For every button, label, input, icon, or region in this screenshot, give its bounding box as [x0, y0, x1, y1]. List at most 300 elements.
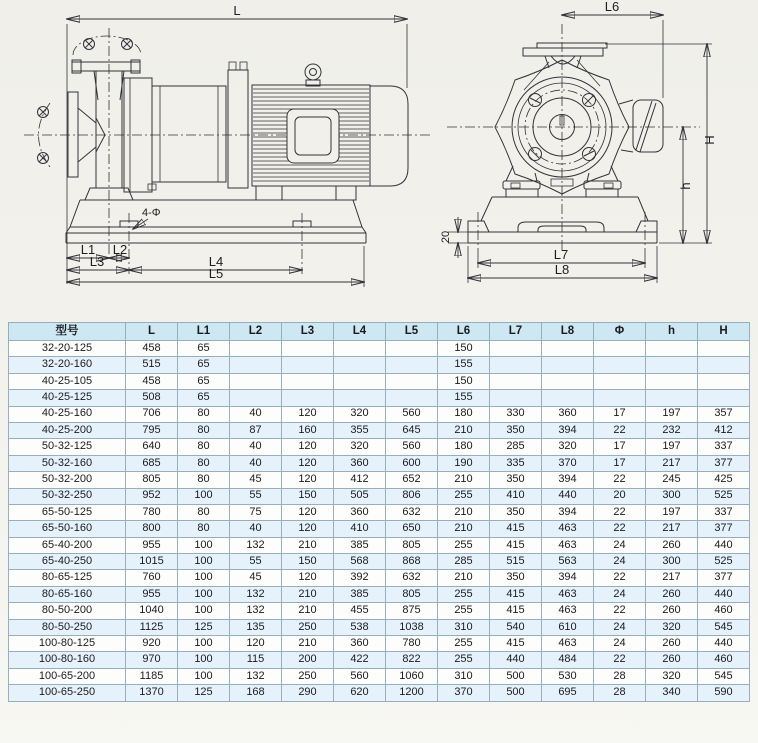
- value-cell: 100: [178, 636, 230, 652]
- value-cell: 155: [438, 390, 490, 406]
- value-cell: 255: [438, 488, 490, 504]
- value-cell: 425: [698, 472, 750, 488]
- column-header: 型号: [9, 323, 126, 341]
- table-row: [9, 652, 750, 668]
- value-cell: 1185: [126, 668, 178, 684]
- value-cell: 210: [282, 603, 334, 619]
- value-cell: 463: [542, 636, 594, 652]
- value-cell: 920: [126, 636, 178, 652]
- value-cell: 100: [178, 537, 230, 553]
- value-cell: 245: [646, 472, 698, 488]
- table-row: [9, 554, 750, 570]
- value-cell: 460: [698, 603, 750, 619]
- column-header: L4: [334, 323, 386, 341]
- value-cell: 260: [646, 636, 698, 652]
- value-cell: 415: [490, 636, 542, 652]
- value-cell: 320: [542, 439, 594, 455]
- flange-bolt-icon: [122, 39, 133, 50]
- value-cell: 500: [490, 685, 542, 701]
- value-cell: 422: [334, 652, 386, 668]
- flange-bolt-icon: [84, 39, 95, 50]
- dim-label-l4: L4: [208, 254, 224, 269]
- value-cell: 255: [438, 652, 490, 668]
- table-row: [9, 636, 750, 652]
- value-cell: 255: [438, 586, 490, 602]
- value-cell: 260: [646, 537, 698, 553]
- value-cell: 415: [490, 537, 542, 553]
- value-cell: 440: [490, 652, 542, 668]
- column-header: L1: [178, 323, 230, 341]
- value-cell: 260: [646, 603, 698, 619]
- value-cell: 795: [126, 422, 178, 438]
- table-row: [9, 455, 750, 471]
- value-cell: 952: [126, 488, 178, 504]
- value-cell: 232: [646, 422, 698, 438]
- value-cell: 120: [282, 570, 334, 586]
- value-cell: 210: [282, 537, 334, 553]
- value-cell: 640: [126, 439, 178, 455]
- value-cell: 632: [386, 504, 438, 520]
- table-row: [9, 570, 750, 586]
- table-header-row: [9, 323, 750, 341]
- lifting-eye-icon: [305, 64, 321, 80]
- table-row: [9, 586, 750, 602]
- value-cell: [646, 357, 698, 373]
- value-cell: 100: [178, 554, 230, 570]
- model-cell: 80-65-160: [9, 586, 126, 602]
- value-cell: [334, 390, 386, 406]
- value-cell: [282, 341, 334, 357]
- value-cell: 568: [334, 554, 386, 570]
- value-cell: 17: [594, 406, 646, 422]
- value-cell: 120: [282, 439, 334, 455]
- value-cell: 410: [334, 521, 386, 537]
- value-cell: 385: [334, 537, 386, 553]
- value-cell: 335: [490, 455, 542, 471]
- table-row: [9, 422, 750, 438]
- value-cell: 525: [698, 554, 750, 570]
- value-cell: 100: [178, 488, 230, 504]
- value-cell: 80: [178, 472, 230, 488]
- value-cell: 590: [698, 685, 750, 701]
- value-cell: 652: [386, 472, 438, 488]
- value-cell: 100: [178, 668, 230, 684]
- table-row: [9, 373, 750, 389]
- value-cell: [490, 390, 542, 406]
- value-cell: 440: [698, 586, 750, 602]
- end-view: [440, 0, 717, 283]
- column-header: Φ: [594, 323, 646, 341]
- value-cell: 440: [542, 488, 594, 504]
- value-cell: 75: [230, 504, 282, 520]
- value-cell: 360: [334, 455, 386, 471]
- column-header: L7: [490, 323, 542, 341]
- table-row: [9, 504, 750, 520]
- table-row: [9, 439, 750, 455]
- value-cell: 120: [282, 455, 334, 471]
- value-cell: 320: [334, 406, 386, 422]
- value-cell: 285: [490, 439, 542, 455]
- value-cell: 350: [490, 472, 542, 488]
- value-cell: 155: [438, 357, 490, 373]
- value-cell: 22: [594, 422, 646, 438]
- value-cell: 65: [178, 341, 230, 357]
- value-cell: [698, 357, 750, 373]
- value-cell: [490, 341, 542, 357]
- model-cell: 100-65-250: [9, 685, 126, 701]
- value-cell: 40: [230, 406, 282, 422]
- table-row: [9, 603, 750, 619]
- value-cell: 17: [594, 439, 646, 455]
- holes-label: 4-Φ: [142, 207, 161, 219]
- column-header: H: [698, 323, 750, 341]
- value-cell: 250: [282, 668, 334, 684]
- model-cell: 40-25-105: [9, 373, 126, 389]
- value-cell: 360: [542, 406, 594, 422]
- value-cell: 410: [490, 488, 542, 504]
- table-row: [9, 341, 750, 357]
- value-cell: [542, 390, 594, 406]
- value-cell: 40: [230, 521, 282, 537]
- dim-label-h: h: [678, 182, 693, 190]
- value-cell: 290: [282, 685, 334, 701]
- model-cell: 100-65-200: [9, 668, 126, 684]
- value-cell: 80: [178, 455, 230, 471]
- value-cell: 875: [386, 603, 438, 619]
- value-cell: 440: [698, 537, 750, 553]
- value-cell: 458: [126, 341, 178, 357]
- dim-label-l6: L6: [604, 0, 620, 14]
- value-cell: 1125: [126, 619, 178, 635]
- value-cell: 505: [334, 488, 386, 504]
- value-cell: 760: [126, 570, 178, 586]
- value-cell: [594, 357, 646, 373]
- pump-dimension-drawing: [0, 0, 758, 318]
- value-cell: 20: [594, 488, 646, 504]
- value-cell: 337: [698, 504, 750, 520]
- model-cell: 50-32-250: [9, 488, 126, 504]
- value-cell: 805: [126, 472, 178, 488]
- value-cell: 132: [230, 603, 282, 619]
- value-cell: [230, 373, 282, 389]
- value-cell: 255: [438, 603, 490, 619]
- value-cell: 22: [594, 521, 646, 537]
- value-cell: 160: [282, 422, 334, 438]
- value-cell: 508: [126, 390, 178, 406]
- value-cell: 1038: [386, 619, 438, 635]
- value-cell: 370: [438, 685, 490, 701]
- value-cell: [698, 390, 750, 406]
- value-cell: 415: [490, 603, 542, 619]
- value-cell: 300: [646, 488, 698, 504]
- value-cell: 1370: [126, 685, 178, 701]
- dimension-table: [8, 322, 750, 702]
- value-cell: 80: [178, 521, 230, 537]
- value-cell: 87: [230, 422, 282, 438]
- value-cell: 360: [334, 636, 386, 652]
- column-header: L: [126, 323, 178, 341]
- value-cell: 132: [230, 668, 282, 684]
- value-cell: 780: [386, 636, 438, 652]
- value-cell: 645: [386, 422, 438, 438]
- value-cell: 210: [282, 586, 334, 602]
- value-cell: 28: [594, 668, 646, 684]
- value-cell: 285: [438, 554, 490, 570]
- value-cell: 695: [542, 685, 594, 701]
- value-cell: 1200: [386, 685, 438, 701]
- value-cell: 610: [542, 619, 594, 635]
- value-cell: 685: [126, 455, 178, 471]
- value-cell: 100: [178, 586, 230, 602]
- value-cell: [230, 357, 282, 373]
- value-cell: 560: [386, 439, 438, 455]
- value-cell: 22: [594, 603, 646, 619]
- model-cell: 65-40-250: [9, 554, 126, 570]
- value-cell: 600: [386, 455, 438, 471]
- dim-label-l2: L2: [112, 242, 128, 257]
- table-row: [9, 668, 750, 684]
- column-header: L8: [542, 323, 594, 341]
- cover-screw-icon: [583, 94, 596, 107]
- value-cell: 255: [438, 636, 490, 652]
- value-cell: 563: [542, 554, 594, 570]
- value-cell: 40: [230, 455, 282, 471]
- value-cell: 65: [178, 390, 230, 406]
- value-cell: 260: [646, 586, 698, 602]
- value-cell: 80: [178, 422, 230, 438]
- value-cell: 1040: [126, 603, 178, 619]
- value-cell: 515: [126, 357, 178, 373]
- value-cell: 340: [646, 685, 698, 701]
- value-cell: 100: [178, 603, 230, 619]
- dim-label-20: 20: [440, 230, 452, 244]
- value-cell: [386, 390, 438, 406]
- value-cell: 125: [178, 619, 230, 635]
- value-cell: [386, 341, 438, 357]
- value-cell: 40: [230, 439, 282, 455]
- value-cell: 560: [386, 406, 438, 422]
- value-cell: 394: [542, 472, 594, 488]
- value-cell: 65: [178, 357, 230, 373]
- value-cell: 370: [542, 455, 594, 471]
- value-cell: [594, 341, 646, 357]
- value-cell: [542, 373, 594, 389]
- dim-label-l1: L1: [80, 242, 96, 257]
- value-cell: 360: [334, 504, 386, 520]
- value-cell: 355: [334, 422, 386, 438]
- side-view: [24, 3, 430, 287]
- value-cell: 300: [646, 554, 698, 570]
- value-cell: 24: [594, 636, 646, 652]
- value-cell: 955: [126, 586, 178, 602]
- value-cell: 320: [646, 668, 698, 684]
- value-cell: [490, 373, 542, 389]
- value-cell: 255: [438, 537, 490, 553]
- value-cell: [490, 357, 542, 373]
- value-cell: [698, 373, 750, 389]
- value-cell: 377: [698, 570, 750, 586]
- model-cell: 80-65-125: [9, 570, 126, 586]
- value-cell: 17: [594, 455, 646, 471]
- value-cell: 210: [438, 504, 490, 520]
- column-header: L6: [438, 323, 490, 341]
- value-cell: 22: [594, 652, 646, 668]
- value-cell: 540: [490, 619, 542, 635]
- value-cell: 392: [334, 570, 386, 586]
- value-cell: 120: [282, 521, 334, 537]
- value-cell: 970: [126, 652, 178, 668]
- value-cell: [334, 357, 386, 373]
- value-cell: 80: [178, 406, 230, 422]
- value-cell: 197: [646, 406, 698, 422]
- value-cell: 463: [542, 603, 594, 619]
- value-cell: 120: [282, 472, 334, 488]
- value-cell: 80: [178, 504, 230, 520]
- model-cell: 100-80-125: [9, 636, 126, 652]
- dim-label-H: H: [702, 135, 717, 145]
- value-cell: 210: [438, 422, 490, 438]
- value-cell: 310: [438, 668, 490, 684]
- value-cell: 132: [230, 586, 282, 602]
- model-cell: 50-32-160: [9, 455, 126, 471]
- value-cell: 805: [386, 537, 438, 553]
- value-cell: 24: [594, 554, 646, 570]
- cover-screw-icon: [529, 94, 542, 107]
- model-cell: 65-50-160: [9, 521, 126, 537]
- value-cell: 458: [126, 373, 178, 389]
- model-cell: 40-25-125: [9, 390, 126, 406]
- table-row: [9, 685, 750, 701]
- value-cell: 45: [230, 472, 282, 488]
- value-cell: [282, 357, 334, 373]
- value-cell: 320: [334, 439, 386, 455]
- value-cell: 24: [594, 619, 646, 635]
- value-cell: 190: [438, 455, 490, 471]
- value-cell: 150: [438, 373, 490, 389]
- table-row: [9, 619, 750, 635]
- value-cell: 150: [282, 488, 334, 504]
- value-cell: 415: [490, 521, 542, 537]
- table-row: [9, 521, 750, 537]
- value-cell: 484: [542, 652, 594, 668]
- table-row: [9, 357, 750, 373]
- value-cell: 632: [386, 570, 438, 586]
- value-cell: 780: [126, 504, 178, 520]
- cover-screw-icon: [583, 148, 596, 161]
- value-cell: 463: [542, 537, 594, 553]
- value-cell: 100: [178, 570, 230, 586]
- value-cell: 463: [542, 521, 594, 537]
- value-cell: 822: [386, 652, 438, 668]
- model-cell: 32-20-160: [9, 357, 126, 373]
- column-header: L3: [282, 323, 334, 341]
- value-cell: 412: [698, 422, 750, 438]
- value-cell: 100: [178, 652, 230, 668]
- value-cell: 310: [438, 619, 490, 635]
- value-cell: 377: [698, 455, 750, 471]
- value-cell: 330: [490, 406, 542, 422]
- value-cell: 80: [178, 439, 230, 455]
- value-cell: 394: [542, 570, 594, 586]
- column-header: L5: [386, 323, 438, 341]
- value-cell: [282, 390, 334, 406]
- value-cell: [334, 341, 386, 357]
- value-cell: [594, 373, 646, 389]
- motor: [252, 64, 408, 200]
- value-cell: 357: [698, 406, 750, 422]
- model-cell: 65-50-125: [9, 504, 126, 520]
- value-cell: [334, 373, 386, 389]
- value-cell: 135: [230, 619, 282, 635]
- value-cell: 24: [594, 537, 646, 553]
- value-cell: 28: [594, 685, 646, 701]
- value-cell: 22: [594, 570, 646, 586]
- value-cell: 1015: [126, 554, 178, 570]
- cover-screw-icon: [529, 148, 542, 161]
- value-cell: [542, 341, 594, 357]
- value-cell: [646, 341, 698, 357]
- value-cell: 120: [282, 504, 334, 520]
- value-cell: 260: [646, 652, 698, 668]
- value-cell: 197: [646, 504, 698, 520]
- value-cell: 806: [386, 488, 438, 504]
- value-cell: 180: [438, 439, 490, 455]
- value-cell: [386, 373, 438, 389]
- column-header: h: [646, 323, 698, 341]
- table-row: [9, 406, 750, 422]
- value-cell: 22: [594, 504, 646, 520]
- model-cell: 40-25-200: [9, 422, 126, 438]
- value-cell: 115: [230, 652, 282, 668]
- value-cell: 197: [646, 439, 698, 455]
- table-row: [9, 472, 750, 488]
- value-cell: 560: [334, 668, 386, 684]
- value-cell: 500: [490, 668, 542, 684]
- value-cell: 65: [178, 373, 230, 389]
- value-cell: 650: [386, 521, 438, 537]
- value-cell: 530: [542, 668, 594, 684]
- value-cell: 22: [594, 472, 646, 488]
- value-cell: 706: [126, 406, 178, 422]
- value-cell: 440: [698, 636, 750, 652]
- model-cell: 40-25-160: [9, 406, 126, 422]
- value-cell: 55: [230, 488, 282, 504]
- base-end: [468, 197, 657, 250]
- dim-label-l5: L5: [208, 266, 224, 281]
- value-cell: 337: [698, 439, 750, 455]
- value-cell: 200: [282, 652, 334, 668]
- value-cell: 538: [334, 619, 386, 635]
- value-cell: [542, 357, 594, 373]
- value-cell: 120: [230, 636, 282, 652]
- value-cell: 210: [438, 570, 490, 586]
- value-cell: [230, 341, 282, 357]
- value-cell: 455: [334, 603, 386, 619]
- model-cell: 50-32-200: [9, 472, 126, 488]
- dim-label-l8: L8: [554, 262, 570, 277]
- dim-label-l3: L3: [89, 254, 105, 269]
- value-cell: 210: [438, 472, 490, 488]
- value-cell: 217: [646, 521, 698, 537]
- value-cell: 217: [646, 455, 698, 471]
- value-cell: [594, 390, 646, 406]
- value-cell: 120: [282, 406, 334, 422]
- value-cell: 45: [230, 570, 282, 586]
- value-cell: 412: [334, 472, 386, 488]
- value-cell: 150: [282, 554, 334, 570]
- value-cell: [282, 373, 334, 389]
- value-cell: 24: [594, 586, 646, 602]
